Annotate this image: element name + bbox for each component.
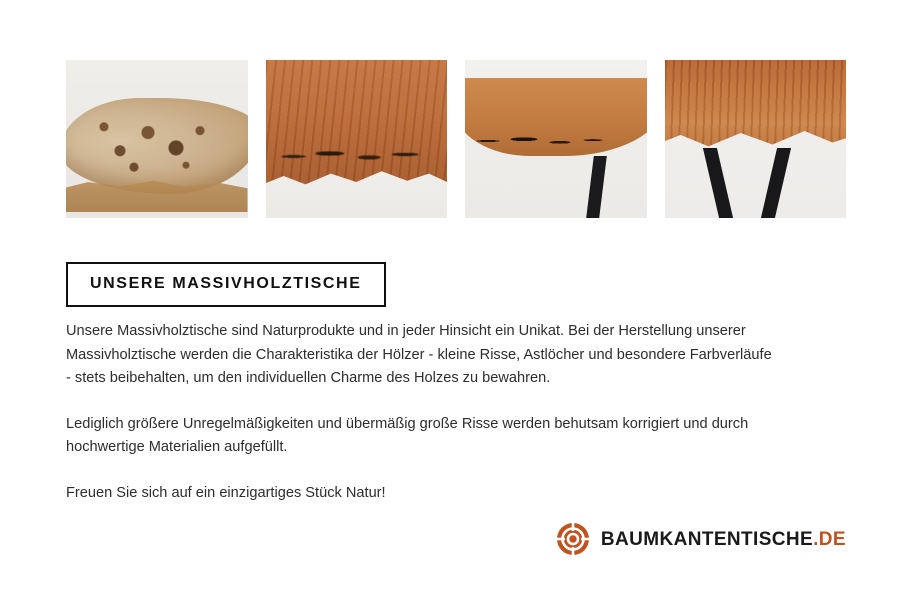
table-leg-shape — [586, 156, 607, 218]
brand-logo-text — [601, 530, 846, 549]
headline-box — [66, 262, 386, 307]
brand-name: BAUMKANTENTISCHE — [600, 528, 814, 550]
table-top-shape — [665, 60, 847, 156]
wood-cracks-shape — [274, 140, 438, 170]
page-title: UNSERE MASSIVHOLZTISCHE — [90, 275, 362, 292]
live-edge-shape — [66, 178, 248, 212]
table-leg-right-shape — [760, 148, 790, 218]
product-photo-1 — [66, 60, 248, 218]
brand-logo — [556, 522, 846, 556]
product-photo-strip — [66, 60, 846, 218]
body-paragraph-2: Lediglich größere Unregelmäßigkeiten und übermäßig große Risse werden behutsam korrigiert und durch hochwertige Materialien aufgefüllt. — [66, 415, 749, 455]
ring-logo-icon — [556, 522, 590, 556]
body-copy — [66, 320, 772, 505]
product-photo-2 — [266, 60, 448, 218]
table-leg-left-shape — [702, 148, 732, 218]
brand-tld: .DE — [813, 528, 846, 550]
product-photo-3 — [465, 60, 647, 218]
body-paragraph-1: Unsere Massivholztische sind Naturprodukte und in jeder Hinsicht ein Unikat. Bei der Herstellung unserer Massivholztische werden die Charakteristika der Hölzer - kleine Risse, Astlöcher und besondere Farbverläufe - stets beibehalten, um den individuellen Charme des Holzes zu bewahren. — [66, 323, 772, 386]
table-top-shape — [465, 78, 647, 156]
body-paragraph-3: Freuen Sie sich auf ein einzigartiges Stück Natur! — [66, 484, 386, 501]
wood-slab-shape — [66, 98, 248, 194]
product-photo-4 — [665, 60, 847, 218]
